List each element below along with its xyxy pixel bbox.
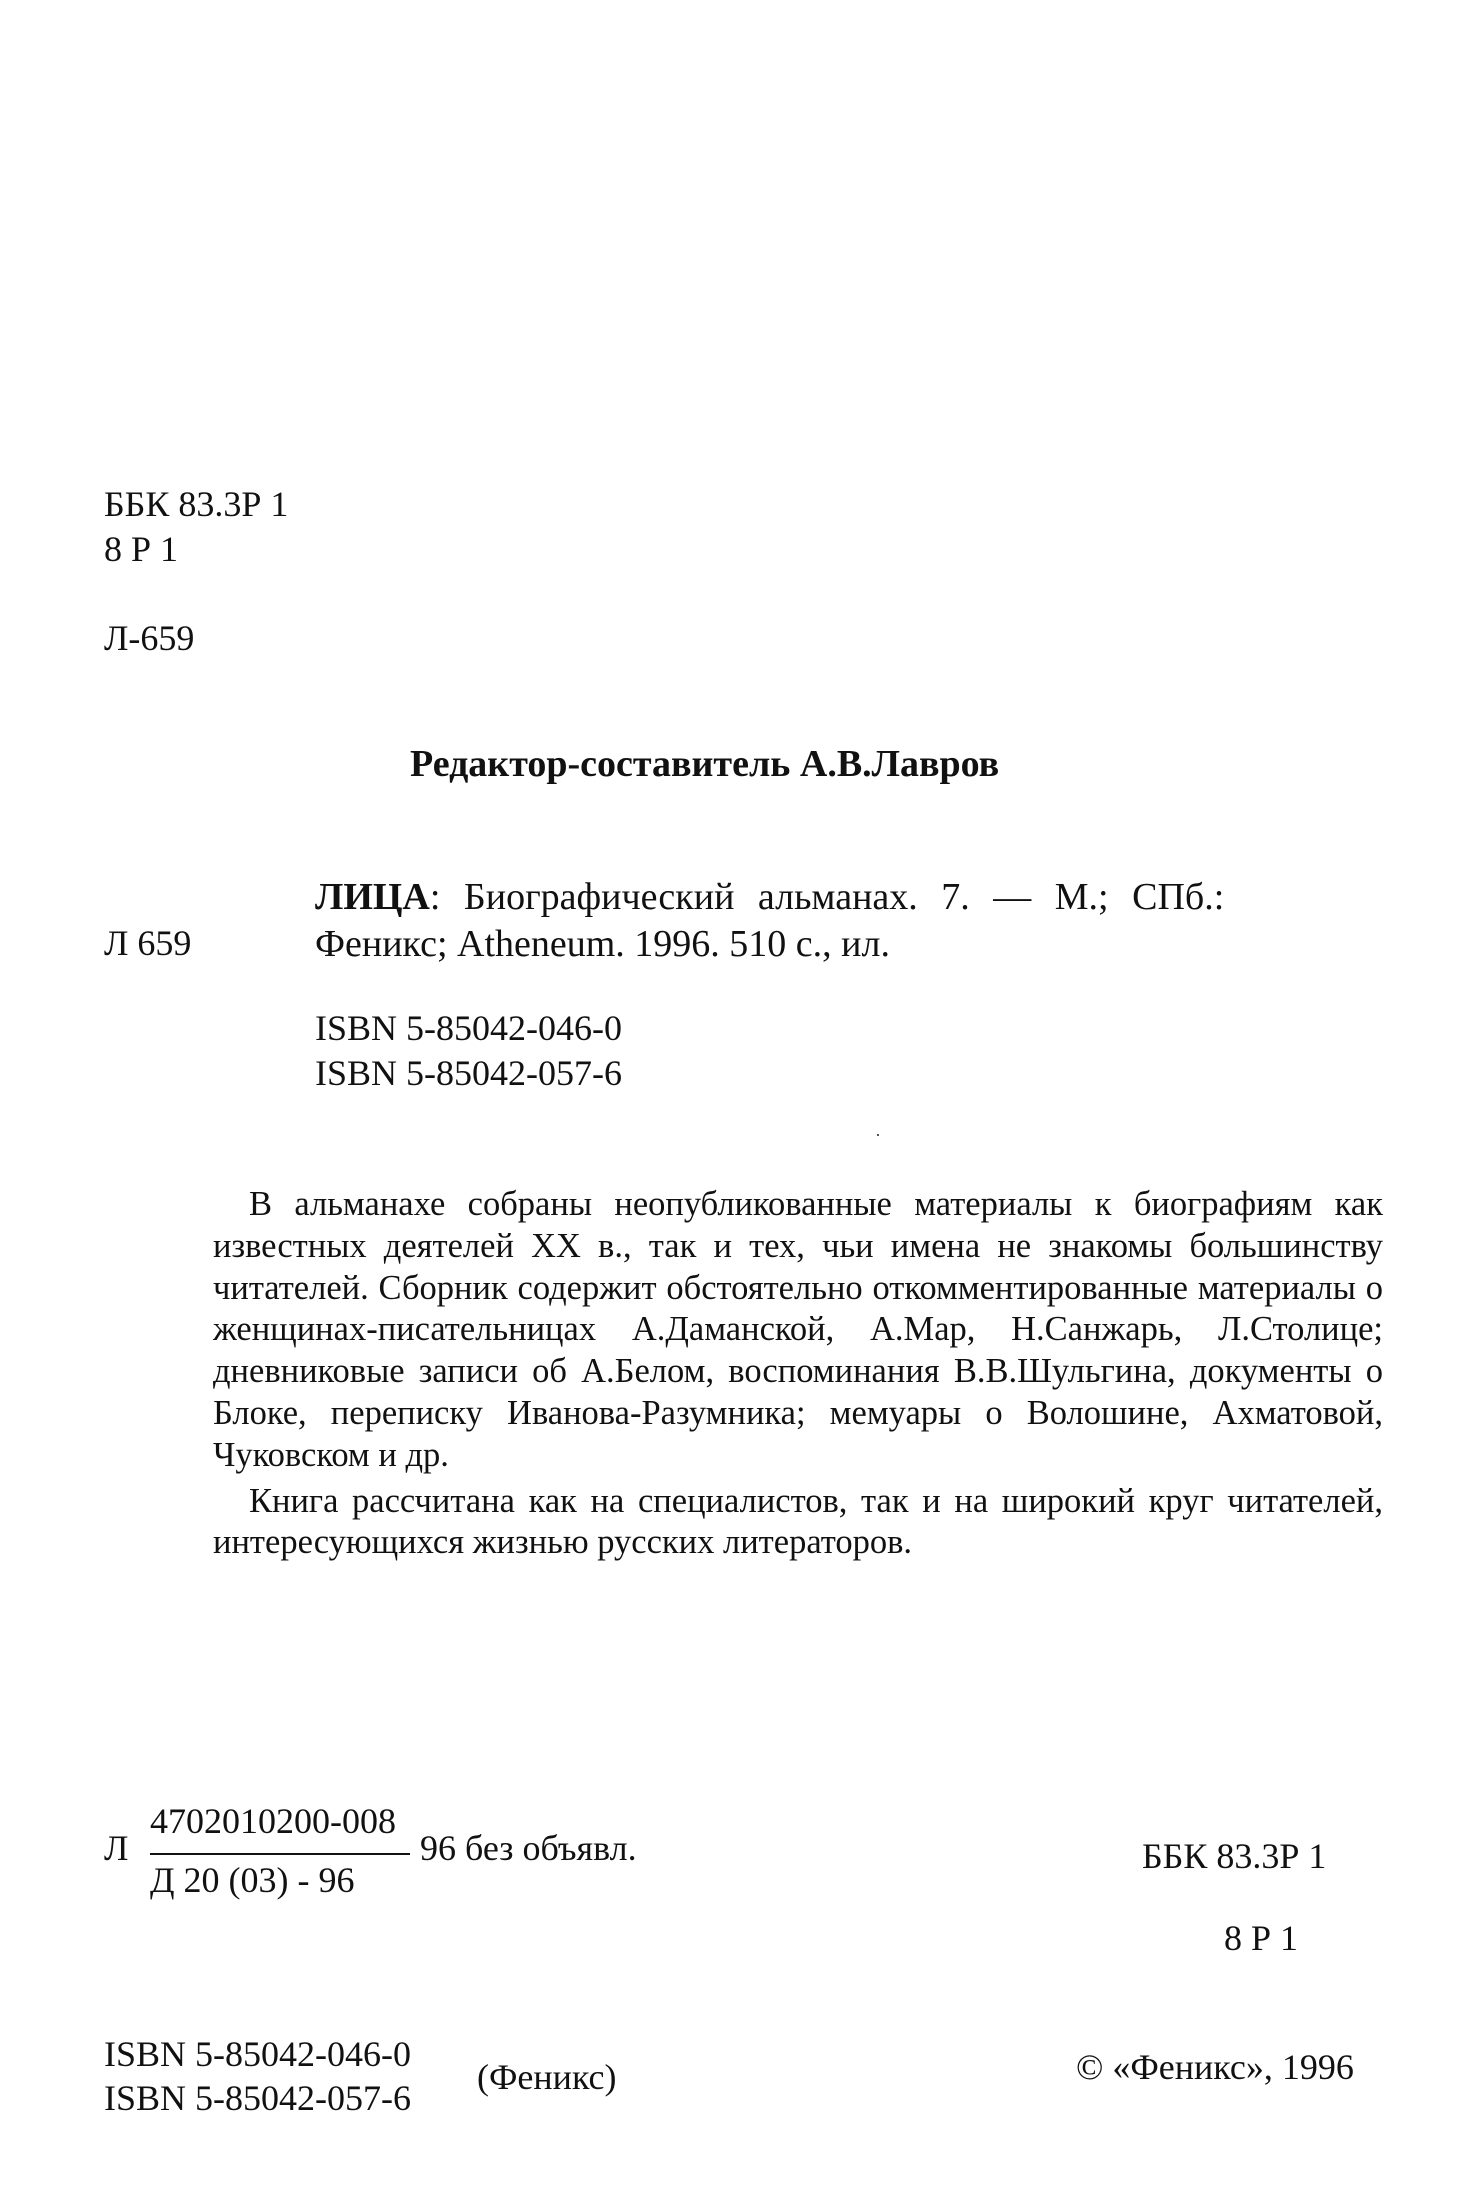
- editor-line: Редактор-составитель А.В.Лавров: [410, 743, 1000, 785]
- catalog-isbn-1: ISBN 5-85042-046-0: [315, 1008, 622, 1048]
- annotation-paragraph-1: В альманахе собраны неопубликованные материалы к биографиям как известных деятелей XX в., так и тех, чьи имена не знакомы большинству читателей. Сборник содержит обстоятельно откомментированные материалы о женщинах-писательницах А.Даманской, А.Мар, Н.Санжарь, Л.Столице; дневниковые записи об А.Белом, воспоминания В.В.Шульгина, документы о Блоке, переписку Иванова-Разумника; мемуары о Волошине, Ахматовой, Чуковском и др.: [213, 1185, 1383, 1474]
- imprint-letter: Л: [104, 1828, 129, 1868]
- fraction-line: [150, 1853, 410, 1855]
- bbk-subcode: 8 Р 1: [104, 529, 179, 569]
- imprint-numerator: 4702010200-008: [150, 1801, 396, 1841]
- imprint-denominator: Д 20 (03) - 96: [150, 1860, 355, 1900]
- catalog-isbn-2: ISBN 5-85042-057-6: [315, 1053, 622, 1093]
- catalog-title-rest: [430, 878, 1383, 916]
- imprint-isbn-1: ISBN 5-85042-046-0: [104, 2034, 411, 2074]
- imprint-note: 96 без объявл.: [420, 1828, 637, 1868]
- catalog-title-line: [315, 878, 1383, 916]
- imprint-bbk-code: ББК 83.3Р 1: [1142, 1836, 1327, 1876]
- catalog-side-code: Л 659: [104, 923, 192, 963]
- bbk-code: ББК 83.3Р 1: [104, 484, 289, 524]
- annotation: [213, 1184, 1383, 1564]
- imprint-publisher-note: (Феникс): [477, 2057, 617, 2097]
- author-sign: Л-659: [104, 618, 195, 658]
- scan-speck: [877, 1134, 879, 1136]
- catalog-title-rest-text: : Биографический альманах. 7. — М.; СПб.:: [429, 876, 1225, 918]
- annotation-paragraph-2: Книга рассчитана как на специалистов, так и на широкий круг читателей, интересующихся жизнью русских литераторов.: [213, 1481, 1383, 1562]
- catalog-imprint-line: Феникс; Atheneum. 1996. 510 с., ил.: [315, 923, 890, 965]
- catalog-title: ЛИЦА: [315, 876, 430, 918]
- imprint-isbn-2: ISBN 5-85042-057-6: [104, 2078, 411, 2118]
- copyright: © «Феникс», 1996: [1076, 2047, 1354, 2087]
- imprint-bbk-subcode: 8 Р 1: [1224, 1918, 1299, 1958]
